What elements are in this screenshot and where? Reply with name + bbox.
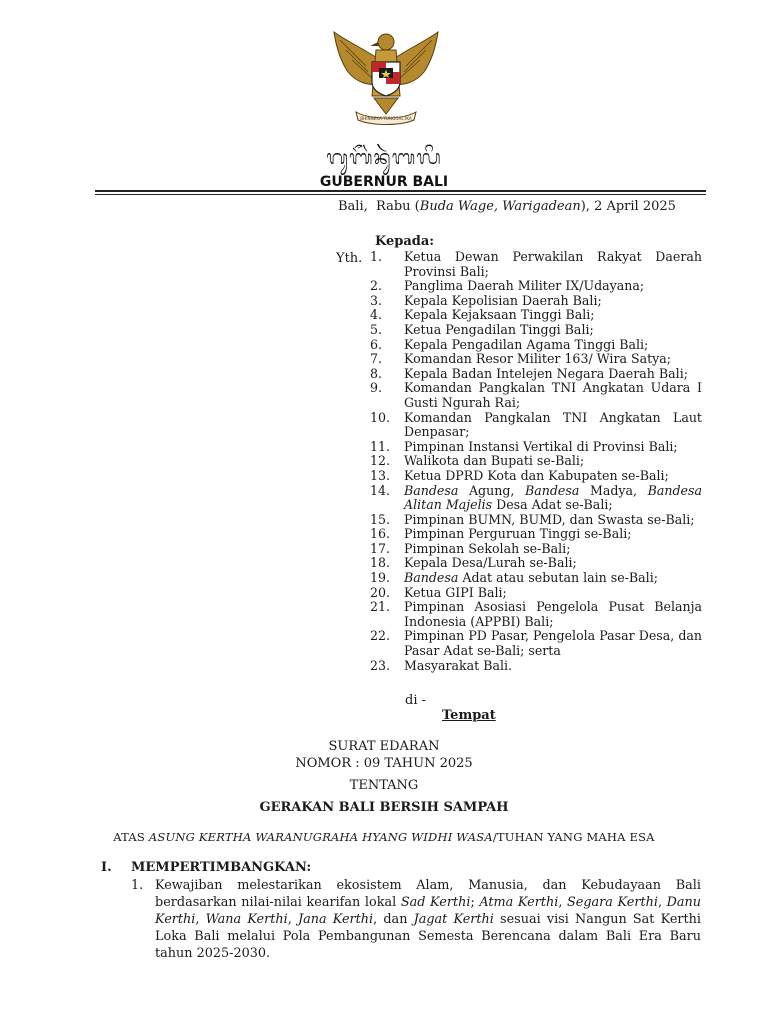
recipient-text: Ketua Pengadilan Tinggi Bali; xyxy=(404,321,594,337)
recipient-item xyxy=(370,323,702,338)
recipient-text: Pimpinan Sekolah se-Bali; xyxy=(404,540,571,556)
recipient-text: Ketua DPRD Kota dan Kabupaten se-Bali; xyxy=(404,467,669,483)
recipient-item xyxy=(370,454,702,469)
emblem-motto: BHINNEKA TUNGGAL IKA xyxy=(360,116,412,121)
recipient-text: Komandan Pangkalan TNI Angkatan Laut Denpasar; xyxy=(404,409,702,440)
recipient-text: Panglima Daerah Militer IX/Udayana; xyxy=(404,278,645,294)
circular-subject: GERAKAN BALI BERSIH SAMPAH xyxy=(259,800,509,815)
recipient-number: 22. xyxy=(370,628,391,644)
recipient-number: 2. xyxy=(370,278,383,294)
recipient-text: Walikota dan Bupati se-Bali; xyxy=(404,453,585,469)
recipient-item xyxy=(370,411,702,440)
letterhead-rule-thin xyxy=(95,194,706,195)
recipient-number: 14. xyxy=(370,482,391,498)
circular-about: TENTANG xyxy=(349,778,419,793)
recipient-number: 20. xyxy=(370,584,391,600)
circular-number: NOMOR : 09 TAHUN 2025 xyxy=(295,756,473,771)
recipient-text: Kepala Desa/Lurah se-Bali; xyxy=(404,555,577,571)
letterhead-title: GUBERNUR BALI xyxy=(319,174,449,190)
recipient-text: Ketua Dewan Perwakilan Rakyat Daerah Provinsi Bali; xyxy=(404,249,702,279)
recipient-item xyxy=(370,556,702,571)
recipient-number: 11. xyxy=(370,438,391,454)
balinese-script-title: ᬕᬸᬩᭂᬃᬦᬸᬃᬩᬮᬶ xyxy=(326,145,442,169)
recipient-number: 18. xyxy=(370,555,391,571)
recipient-number: 4. xyxy=(370,307,383,323)
recipient-number: 13. xyxy=(370,467,391,483)
recipient-number: 9. xyxy=(370,380,383,396)
recipient-text: Pimpinan Instansi Vertikal di Provinsi Bali; xyxy=(404,438,678,454)
recipient-item xyxy=(370,440,702,455)
recipient-item xyxy=(370,629,702,658)
tempat-label: Tempat xyxy=(442,708,496,723)
recipient-item xyxy=(370,308,702,323)
section-number: I. xyxy=(101,860,112,875)
consideration-item xyxy=(131,877,701,962)
recipient-number: 23. xyxy=(370,657,391,673)
circular-title: SURAT EDARAN xyxy=(328,739,440,754)
addressee-heading: Kepada: xyxy=(375,234,435,249)
recipient-number: 10. xyxy=(370,409,391,425)
recipient-number: 12. xyxy=(370,453,391,469)
recipient-text: Pimpinan Asosiasi Pengelola Pusat Belanja Indonesia (APPBI) Bali; xyxy=(404,599,702,629)
recipient-text: Pimpinan BUMN, BUMD, dan Swasta se-Bali; xyxy=(404,511,695,527)
recipient-number: 15. xyxy=(370,511,391,527)
recipient-text: Kepala Pengadilan Agama Tinggi Bali; xyxy=(404,336,649,352)
recipient-item xyxy=(370,659,702,674)
garuda-emblem-icon xyxy=(326,20,446,132)
section-heading xyxy=(101,860,311,875)
recipient-item xyxy=(370,586,702,601)
letterhead-rule-thick xyxy=(95,190,706,192)
recipient-item xyxy=(370,484,702,513)
recipient-number: 3. xyxy=(370,292,383,308)
recipient-item xyxy=(370,600,702,629)
recipient-number: 5. xyxy=(370,321,383,337)
recipient-item xyxy=(370,381,702,410)
recipient-text: Pimpinan Perguruan Tinggi se-Bali; xyxy=(404,526,632,542)
recipient-number: 1. xyxy=(370,249,383,264)
recipient-item xyxy=(370,279,702,294)
recipient-number: 16. xyxy=(370,526,391,542)
recipient-list xyxy=(370,250,702,673)
recipient-text: Kepala Kejaksaan Tinggi Bali; xyxy=(404,307,595,323)
consideration-number: 1. xyxy=(131,878,144,893)
section-title: MEMPERTIMBANGKAN: xyxy=(131,860,312,875)
recipient-number: 17. xyxy=(370,540,391,556)
recipient-item xyxy=(370,338,702,353)
invocation-line: ATAS ASUNG KERTHA WARANUGRAHA HYANG WIDHI WASA/TUHAN YANG MAHA ESA xyxy=(113,830,655,844)
recipient-item xyxy=(370,571,702,586)
consideration-text: Kewajiban melestarikan ekosistem Alam, Manusia, dan Kebudayaan Bali berdasarkan nilai-nilai kearifan lokal Sad Kerthi; Atma Kerthi, Segara Kerthi, Danu Kerthi, Wana Kerthi, Jana Kerthi, dan Jagat Kerthi sesuai visi Nangun Sat Kerthi Loka Bali melalui Pola Pembangunan Semesta Berencana dalam Bali Era Baru tahun 2025-2030. xyxy=(155,878,702,961)
recipient-text: Masyarakat Bali. xyxy=(404,657,513,673)
recipient-text: Komandan Resor Militer 163/ Wira Satya; xyxy=(404,351,672,367)
recipient-text: Bandesa Adat atau sebutan lain se-Bali; xyxy=(404,570,658,586)
recipient-number: 7. xyxy=(370,351,383,367)
di-label: di - xyxy=(405,693,427,708)
recipient-number: 8. xyxy=(370,365,383,381)
dateline: Bali, Rabu (Buda Wage, Warigadean), 2 April 2025 xyxy=(338,199,676,214)
recipient-item xyxy=(370,542,702,557)
recipient-text: Kepala Badan Intelejen Negara Daerah Bali; xyxy=(404,365,688,381)
addressee-prefix: Yth. xyxy=(336,251,363,266)
recipient-number: 19. xyxy=(370,570,391,586)
recipient-text: Komandan Pangkalan TNI Angkatan Udara I Gusti Ngurah Rai; xyxy=(404,380,702,410)
recipient-text: Kepala Kepolisian Daerah Bali; xyxy=(404,292,602,308)
recipient-item xyxy=(370,367,702,382)
recipient-item xyxy=(370,250,702,279)
recipient-item xyxy=(370,469,702,484)
recipient-item xyxy=(370,527,702,542)
recipient-text: Bandesa Agung, Bandesa Madya, Bandesa Alitan Majelis Desa Adat se-Bali; xyxy=(404,482,702,513)
recipient-number: 21. xyxy=(370,599,391,615)
recipient-item xyxy=(370,294,702,309)
recipient-item xyxy=(370,513,702,528)
recipient-text: Pimpinan PD Pasar, Pengelola Pasar Desa, dan Pasar Adat se-Bali; serta xyxy=(404,628,702,659)
recipient-number: 6. xyxy=(370,336,383,352)
recipient-item xyxy=(370,352,702,367)
recipient-text: Ketua GIPI Bali; xyxy=(404,584,507,600)
